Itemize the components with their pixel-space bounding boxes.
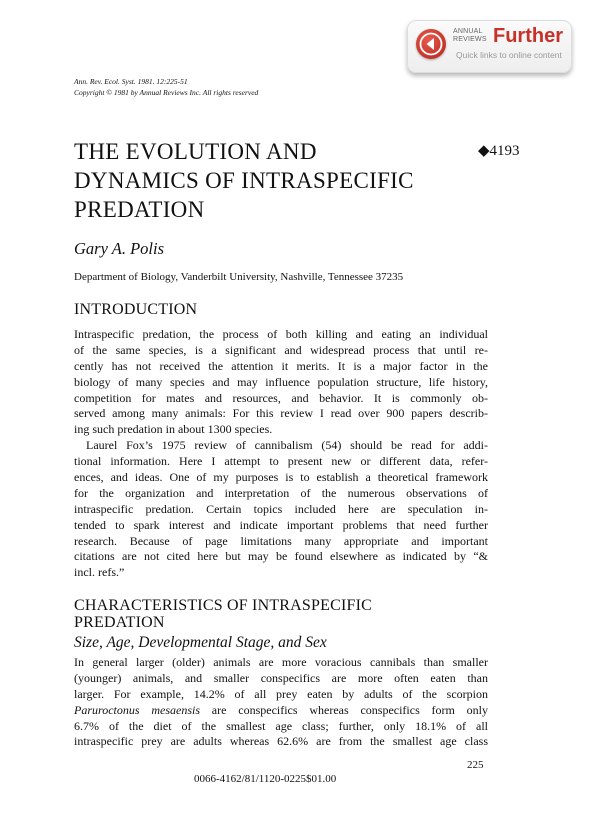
- text-line: ing such predation in about 1300 species.: [74, 422, 273, 437]
- author-affiliation: Department of Biology, Vanderbilt University, Nashville, Tennessee 37235: [74, 271, 404, 283]
- text-line-species: [74, 703, 488, 719]
- copyright-line: Copyright © 1981 by Annual Reviews Inc. All rights reserved: [74, 88, 259, 97]
- text-line: competition for mates and resources, and behavior. It is commonly ob-: [74, 390, 488, 405]
- title-line: THE EVOLUTION AND: [74, 139, 317, 164]
- annual-reviews-logo-icon: [416, 29, 446, 59]
- page-number: 225: [467, 759, 484, 771]
- text-line: 6.7% of the diet of the smallest age class; further, only 18.1% of all: [74, 718, 488, 733]
- text-line: Laurel Fox’s 1975 review of cannibalism (54) should be read for addi-: [86, 438, 488, 453]
- further-badge[interactable]: [407, 20, 572, 73]
- badge-reviews-label: REVIEWS: [453, 36, 487, 43]
- text-line: Intraspecific predation, the process of both killing and eating an individual: [74, 327, 488, 341]
- text-line: of the same species, is a significant and widespread process that until re-: [74, 342, 488, 357]
- text-line: tended to spark interest and indicate important problems that need further: [74, 517, 488, 532]
- text-line: citations are not cited here but may be found elsewhere as indicated by “&: [74, 549, 488, 564]
- characteristics-heading: CHARACTERISTICS OF INTRASPECIFIC: [74, 597, 373, 614]
- text-line: cently has not received the attention it merits. It is a major factor in the: [74, 358, 488, 373]
- title-line: DYNAMICS OF INTRASPECIFIC: [74, 168, 414, 193]
- article-title: [74, 137, 414, 224]
- text-line: intraspecific prey are adults whereas 62.6% are from the smallest age class: [74, 734, 488, 749]
- text-line: ences, and ideas. One of my purposes is to establish a theoretical framework: [74, 470, 488, 485]
- text-line: research. Because of page limitations many appropriate and important: [74, 533, 488, 548]
- text-line: served among many animals: For this review I read over 900 papers describ-: [74, 406, 488, 421]
- text-line: tional information. Here I attempt to present new or different data, refer-: [74, 454, 488, 469]
- article-identifier: 0066-4162/81/1120-0225$01.00: [194, 773, 337, 785]
- catalog-code: ◆4193: [478, 143, 520, 159]
- text-line: for the organization and interpretation of the numerous observations of: [74, 485, 488, 500]
- title-line: PREDATION: [74, 197, 205, 222]
- citation-line: Ann. Rev. Ecol. Syst. 1981. 12:225-51: [74, 77, 188, 86]
- text-line: larger. For example, 14.2% of all prey eaten by adults of the scorpion: [74, 686, 488, 701]
- badge-further-label: Further: [493, 25, 563, 47]
- characteristics-body: [74, 655, 488, 750]
- text-line: incl. refs.”: [74, 565, 125, 580]
- species-name: Paruroctonus mesaensis: [74, 702, 201, 717]
- introduction-heading: INTRODUCTION: [74, 301, 198, 318]
- size-age-subheading: Size, Age, Developmental Stage, and Sex: [74, 634, 327, 651]
- introduction-body: [74, 327, 488, 581]
- characteristics-heading-continued: PREDATION: [74, 614, 165, 631]
- text-line: intraspecific predation. Certain topics included here are speculation in-: [74, 501, 488, 516]
- badge-subtitle: Quick links to online content: [456, 50, 562, 60]
- text-line: (younger) animals, and smaller conspecifics are more often eaten than: [74, 670, 488, 685]
- text-span: are conspecifics whereas conspecifics form only: [200, 702, 488, 717]
- text-line: In general larger (older) animals are more voracious cannibals than smaller: [74, 655, 488, 669]
- text-line: biology of many species and may influence population structure, life history,: [74, 374, 488, 389]
- author-name: Gary A. Polis: [74, 239, 164, 258]
- badge-annual-label: ANNUAL: [453, 28, 483, 35]
